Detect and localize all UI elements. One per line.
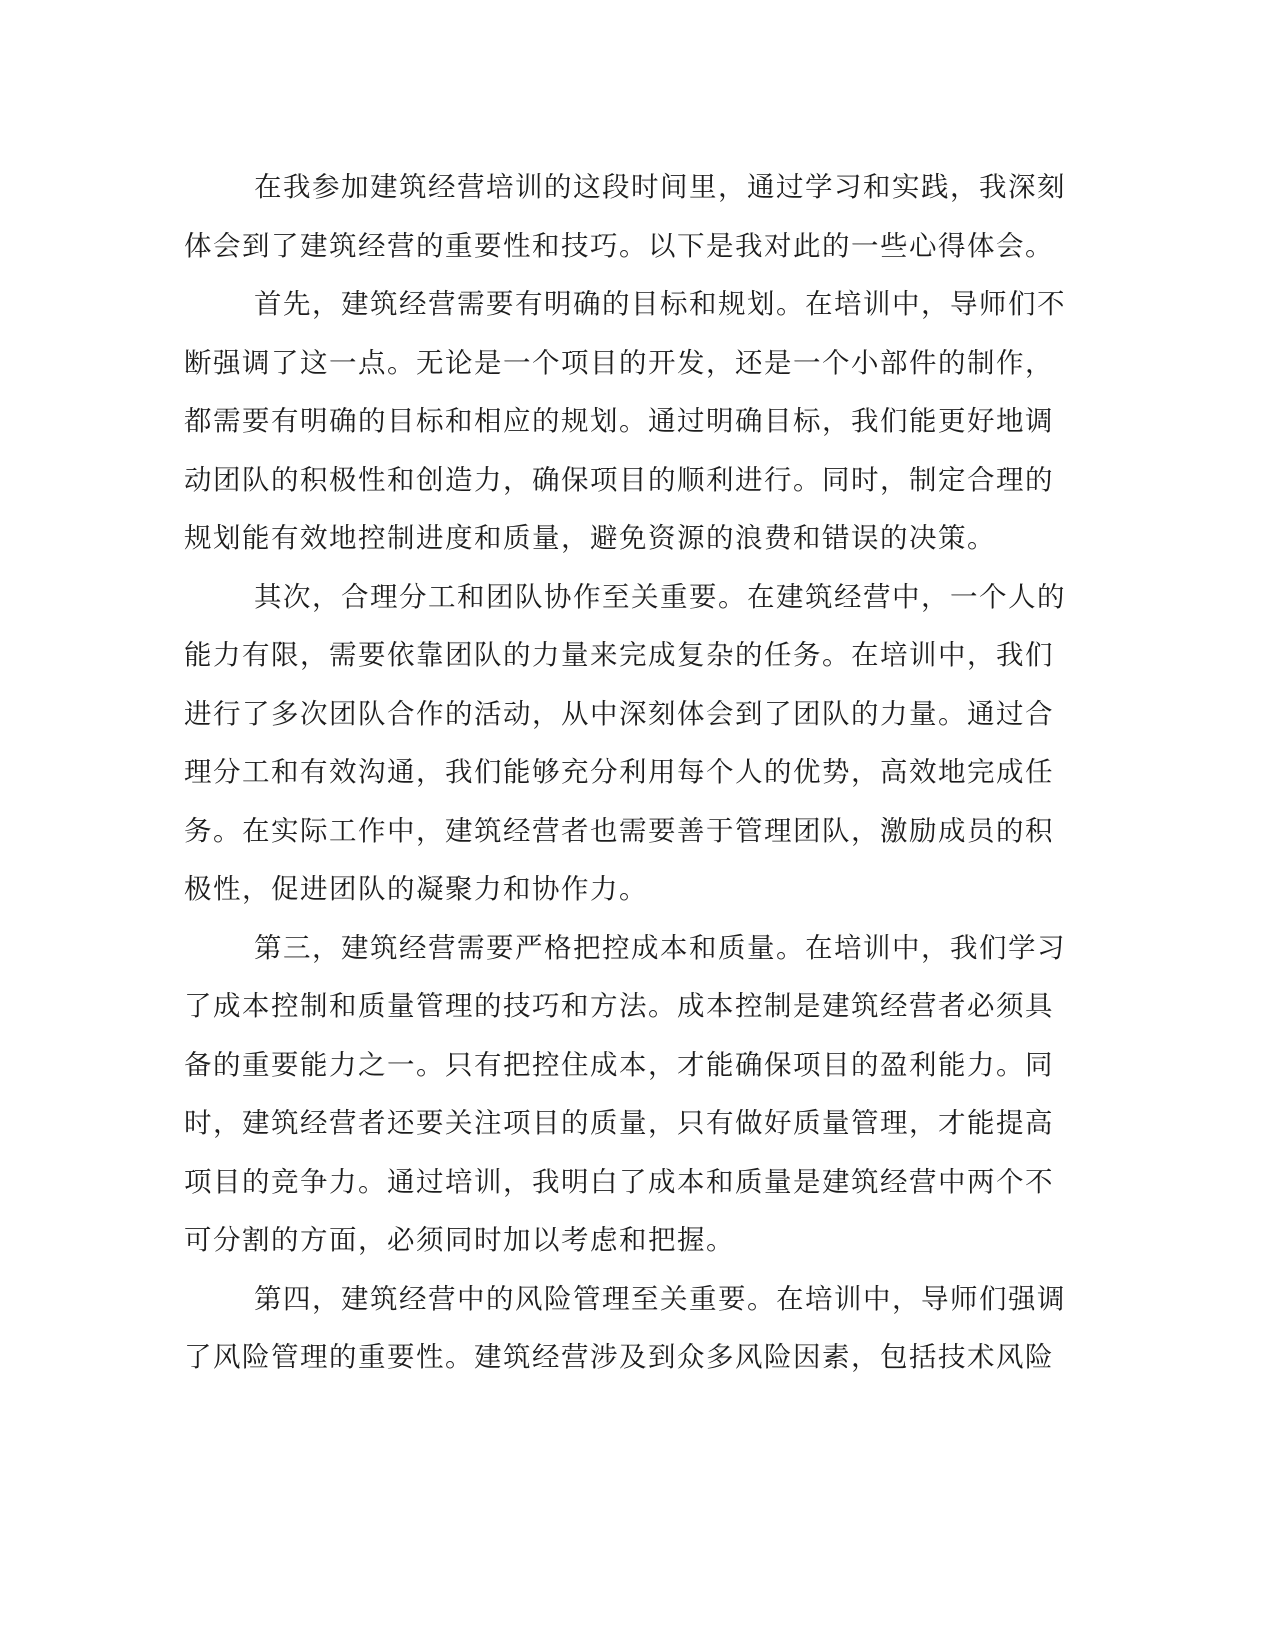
text-line: 能力有限，需要依靠团队的力量来完成复杂的任务。在培训中，我们 [184, 639, 1054, 671]
text-line: 动团队的积极性和创造力，确保项目的顺利进行。同时，制定合理的 [184, 463, 1054, 496]
text-line: 务。在实际工作中，建筑经营者也需要善于管理团队，激励成员的积 [184, 814, 1054, 847]
text-line: 断强调了这一点。无论是一个项目的开发，还是一个小部件的制作， [184, 346, 1054, 379]
text-line: 理分工和有效沟通，我们能够充分利用每个人的优势，高效地完成任 [184, 756, 1054, 788]
text-line: 体会到了建筑经营的重要性和技巧。以下是我对此的一些心得体会。 [184, 229, 1054, 262]
text-line: 首先，建筑经营需要有明确的目标和规划。在培训中，导师们不 [254, 288, 1066, 320]
text-line: 规划能有效地控制进度和质量，避免资源的浪费和错误的决策。 [184, 522, 996, 554]
paragraph-fourth-point [184, 1270, 1084, 1387]
paragraph-first-point [184, 275, 1084, 568]
text-line: 可分割的方面，必须同时加以考虑和把握。 [184, 1224, 735, 1256]
document-body [184, 158, 1084, 1387]
text-line: 备的重要能力之一。只有把控住成本，才能确保项目的盈利能力。同 [184, 1048, 1054, 1081]
text-line: 在我参加建筑经营培训的这段时间里，通过学习和实践，我深刻 [254, 171, 1066, 203]
text-line: 第三，建筑经营需要严格把控成本和质量。在培训中，我们学习 [254, 931, 1066, 964]
paragraph-intro [184, 158, 1084, 275]
text-line: 了成本控制和质量管理的技巧和方法。成本控制是建筑经营者必须具 [184, 990, 1054, 1022]
text-line: 第四，建筑经营中的风险管理至关重要。在培训中，导师们强调 [254, 1282, 1066, 1315]
text-line: 极性，促进团队的凝聚力和协作力。 [184, 873, 648, 905]
text-line: 进行了多次团队合作的活动，从中深刻体会到了团队的力量。通过合 [184, 697, 1054, 730]
text-line: 时，建筑经营者还要关注项目的质量，只有做好质量管理，才能提高 [184, 1107, 1054, 1139]
text-line: 其次，合理分工和团队协作至关重要。在建筑经营中，一个人的 [254, 580, 1066, 613]
text-line: 都需要有明确的目标和相应的规划。通过明确目标，我们能更好地调 [184, 405, 1054, 437]
paragraph-third-point [184, 919, 1084, 1270]
paragraph-second-point [184, 568, 1084, 919]
text-line: 项目的竞争力。通过培训，我明白了成本和质量是建筑经营中两个不 [184, 1165, 1054, 1198]
text-line: 了风险管理的重要性。建筑经营涉及到众多风险因素，包括技术风险 [184, 1341, 1054, 1373]
